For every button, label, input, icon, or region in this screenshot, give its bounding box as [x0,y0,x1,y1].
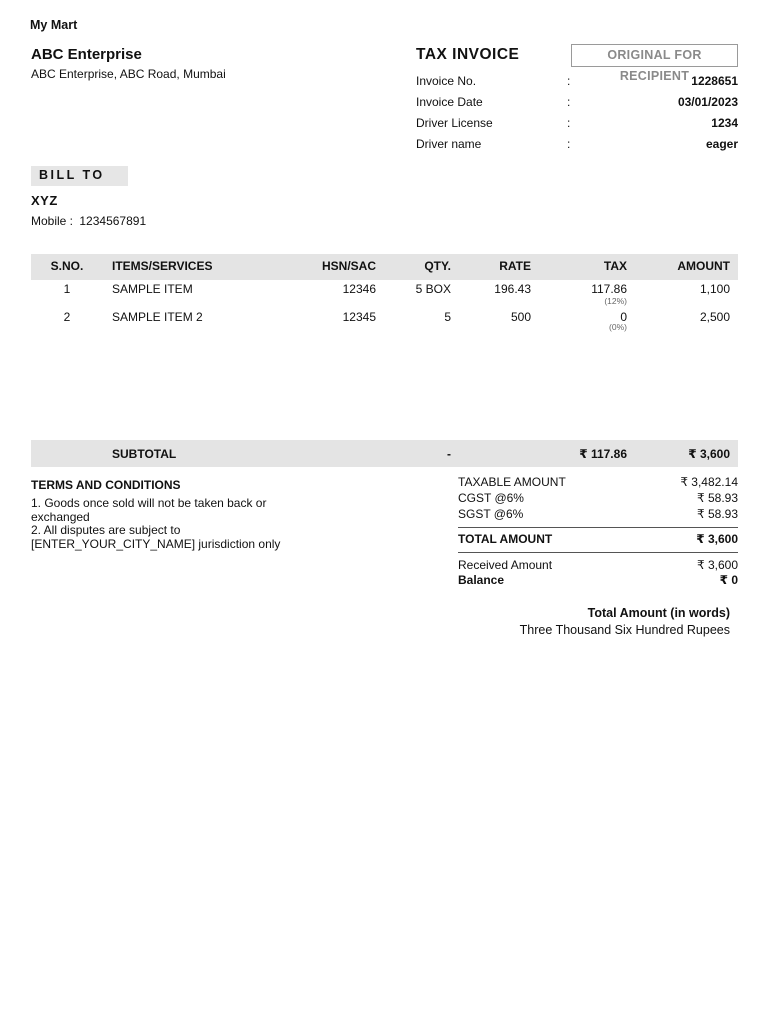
received-row [458,558,738,574]
meta-label: Invoice No. [416,74,477,88]
row1-tax: 117.86 [591,282,627,296]
customer-mobile [31,214,146,228]
total-label: TOTAL AMOUNT [458,532,553,546]
store-name: My Mart [30,18,78,32]
meta-label: Driver name [416,137,482,151]
sgst-value: ₹ 58.93 [697,507,738,521]
row2-tax: 0 [620,310,627,324]
row1-qty: 5 BOX [415,282,451,296]
taxable-value: ₹ 3,482.14 [680,475,738,489]
invoice-date: 03/01/2023 [677,95,738,109]
customer-name: XYZ [31,193,58,208]
row2-rate: 500 [510,310,531,324]
col-amount: AMOUNT [677,259,730,273]
summary-divider [458,527,738,528]
mobile-label: Mobile : [31,214,74,228]
invoice-date-row [416,95,738,113]
invoice-title: TAX INVOICE [416,46,520,63]
amount-words-title: Total Amount (in words) [587,606,730,620]
amount-words-value: Three Thousand Six Hundred Rupees [519,623,730,637]
col-hsn: HSN/SAC [321,259,376,273]
row1-hsn: 12346 [342,282,376,296]
row2-amount: 2,500 [699,310,730,324]
row2-item: SAMPLE ITEM 2 [112,310,203,324]
original-badge: ORIGINAL FOR RECIPIENT [571,44,738,67]
row2-qty: 5 [444,310,451,324]
terms-line: 2. All disputes are subject to [31,523,181,537]
seller-name: ABC Enterprise [31,46,142,63]
row2-hsn: 12345 [342,310,376,324]
row1-sno: 1 [63,282,71,296]
sgst-row [458,507,738,523]
row2-tax-pct: (0%) [609,322,627,332]
mobile-number: 1234567891 [79,214,147,228]
sgst-label: SGST @6% [458,507,524,521]
col-items: ITEMS/SERVICES [112,259,213,273]
summary-divider [458,552,738,553]
col-sno: S.NO. [50,259,84,273]
total-value: ₹ 3,600 [696,532,738,546]
subtotal-amount: ₹ 3,600 [688,447,730,461]
seller-address: ABC Enterprise, ABC Road, Mumbai [31,67,226,81]
col-rate: RATE [499,259,531,273]
balance-value: ₹ 0 [719,573,738,587]
row1-rate: 196.43 [494,282,531,296]
subtotal-tax: ₹ 117.86 [579,447,627,461]
col-tax: TAX [603,259,627,273]
cgst-value: ₹ 58.93 [697,491,738,505]
balance-label: Balance [458,573,505,587]
col-qty: QTY. [424,259,451,273]
terms-line: 1. Goods once sold will not be taken back or [31,496,267,510]
cgst-row [458,491,738,507]
taxable-label: TAXABLE AMOUNT [458,475,566,489]
received-label: Received Amount [458,558,553,572]
driver-license: 1234 [711,116,738,130]
received-value: ₹ 3,600 [697,558,738,572]
subtotal-label: SUBTOTAL [112,447,177,461]
meta-colon: : [567,95,571,109]
terms-title: TERMS AND CONDITIONS [31,478,181,492]
meta-label: Driver License [416,116,493,130]
meta-colon: : [567,137,571,151]
meta-label: Invoice Date [416,95,483,109]
balance-row [458,573,738,589]
subtotal-qty: - [447,447,451,461]
taxable-amount-row [458,475,738,491]
meta-colon: : [567,116,571,130]
terms-line: exchanged [31,510,90,524]
driver-license-row [416,116,738,134]
bill-to-heading: BILL TO [39,168,105,182]
total-amount-row [458,532,738,548]
terms-line: [ENTER_YOUR_CITY_NAME] jurisdiction only [31,537,281,551]
meta-colon: : [567,74,571,88]
row1-tax-pct: (12%) [604,296,627,306]
driver-name: eager [705,137,738,151]
invoice-number-row [416,74,738,92]
row1-amount: 1,100 [699,282,730,296]
cgst-label: CGST @6% [458,491,524,505]
row2-sno: 2 [63,310,71,324]
driver-name-row [416,137,738,155]
invoice-number: 1228651 [691,74,738,88]
row1-item: SAMPLE ITEM [112,282,193,296]
